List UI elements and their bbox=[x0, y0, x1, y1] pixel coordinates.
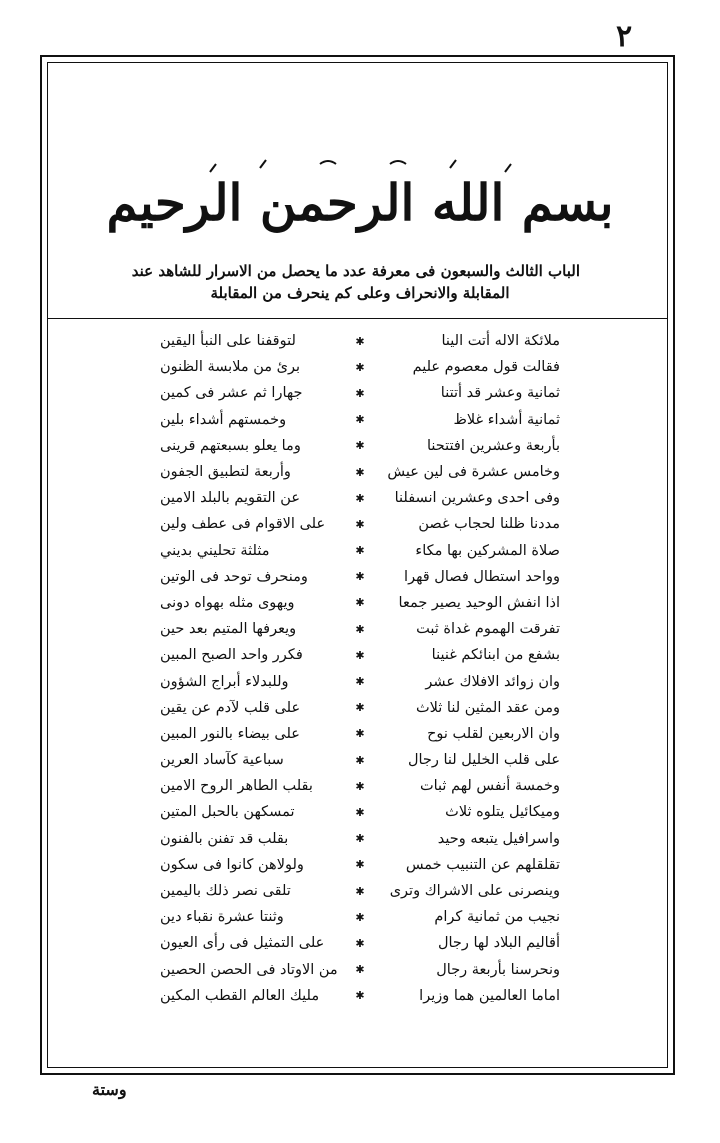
verse-separator-star: ✱ bbox=[355, 989, 365, 1003]
verse-second-hemistich: وخمستهم أشداء بلين bbox=[160, 411, 287, 428]
verse-line bbox=[160, 773, 560, 799]
horizontal-rule bbox=[48, 318, 668, 319]
verse-separator-star: ✱ bbox=[355, 753, 365, 767]
verse-separator-star: ✱ bbox=[355, 334, 365, 348]
verse-first-hemistich: مددنا ظلنا لحجاب غصن bbox=[418, 516, 560, 533]
verse-separator-star: ✱ bbox=[355, 622, 365, 636]
verse-line bbox=[160, 380, 560, 406]
poem bbox=[160, 328, 560, 1068]
verse-separator-star: ✱ bbox=[355, 439, 365, 453]
verse-first-hemistich: وخامس عشرة فى لين عيش bbox=[387, 464, 560, 481]
verse-line bbox=[160, 564, 560, 590]
verse-second-hemistich: ويعرفها المتيم بعد حين bbox=[160, 621, 297, 638]
verse-line bbox=[160, 826, 560, 852]
verse-second-hemistich: وما يعلو بسبعتهم قرينى bbox=[160, 437, 301, 454]
verse-first-hemistich: اذا انفش الوحيد يصير جمعا bbox=[398, 594, 560, 611]
verse-line bbox=[160, 407, 560, 433]
verse-second-hemistich: ولولاهن كانوا فى سكون bbox=[160, 856, 304, 873]
verse-second-hemistich: بقلب قد تفنن بالفنون bbox=[160, 830, 289, 847]
verse-first-hemistich: وان الاربعين لقلب نوح bbox=[427, 725, 560, 742]
verse-separator-star: ✱ bbox=[355, 386, 365, 400]
verse-second-hemistich: تلقى نصر ذلك باليمين bbox=[160, 883, 291, 900]
verse-separator-star: ✱ bbox=[355, 491, 365, 505]
verse-first-hemistich: ملائكة الاله أتت الينا bbox=[441, 333, 560, 350]
verse-line bbox=[160, 511, 560, 537]
chapter-heading-line-2: المقابلة والانحراف وعلى كم ينحرف من المقابلة bbox=[210, 284, 510, 302]
verse-separator-star: ✱ bbox=[355, 413, 365, 427]
verse-separator-star: ✱ bbox=[355, 596, 365, 610]
verse-separator-star: ✱ bbox=[355, 727, 365, 741]
verse-first-hemistich: ثمانية وعشر قد أتتنا bbox=[440, 385, 560, 402]
verse-second-hemistich: وأربعة لتطبيق الجفون bbox=[160, 464, 291, 481]
verse-second-hemistich: لتوقفنا على النبأ اليقين bbox=[160, 333, 296, 350]
verse-second-hemistich: تمسكهن بالحبل المتين bbox=[160, 804, 295, 821]
verse-separator-star: ✱ bbox=[355, 675, 365, 689]
verse-second-hemistich: ومنحرف توحد فى الوتين bbox=[160, 568, 308, 585]
verse-first-hemistich: وميكائيل يتلوه ثلاث bbox=[445, 804, 560, 821]
verse-first-hemistich: نجيب من ثمانية كرام bbox=[434, 909, 560, 926]
verse-line bbox=[160, 642, 560, 668]
verse-separator-star: ✱ bbox=[355, 465, 365, 479]
verse-first-hemistich: تقلقلهم عن التنبيب خمس bbox=[405, 856, 560, 873]
verse-second-hemistich: بقلب الطاهر الروح الامين bbox=[160, 778, 313, 795]
verse-separator-star: ✱ bbox=[355, 805, 365, 819]
verse-line bbox=[160, 433, 560, 459]
verse-line bbox=[160, 747, 560, 773]
verse-second-hemistich: سباعية كآساد العرين bbox=[160, 752, 284, 769]
verse-second-hemistich: عن التقويم بالبلد الامين bbox=[160, 490, 300, 507]
verse-first-hemistich: وان زوائد الافلاك عشر bbox=[425, 673, 560, 690]
verse-first-hemistich: وواحد استطال فصال قهرا bbox=[404, 568, 560, 585]
verse-line bbox=[160, 721, 560, 747]
verse-separator-star: ✱ bbox=[355, 360, 365, 374]
verse-separator-star: ✱ bbox=[355, 858, 365, 872]
verse-first-hemistich: ومن عقد المثين لنا ثلاث bbox=[415, 699, 560, 716]
verse-second-hemistich: على قلب لآدم عن يقين bbox=[160, 699, 301, 716]
verse-second-hemistich: مثلثة تحليني بديني bbox=[160, 542, 270, 559]
verse-first-hemistich: اماما العالمين هما وزيرا bbox=[419, 987, 560, 1004]
chapter-heading-line-1: الباب الثالث والسبعون فى معرفة عدد ما يحصل من الاسرار للشاهد عند bbox=[131, 262, 580, 280]
verse-separator-star: ✱ bbox=[355, 701, 365, 715]
verse-line bbox=[160, 957, 560, 983]
verse-separator-star: ✱ bbox=[355, 832, 365, 846]
verse-first-hemistich: ونحرسنا بأربعة رجال bbox=[436, 961, 560, 978]
verse-separator-star: ✱ bbox=[355, 544, 365, 558]
verse-separator-star: ✱ bbox=[355, 517, 365, 531]
verse-second-hemistich: على التمثيل فى رأى العيون bbox=[160, 935, 325, 952]
verse-first-hemistich: وفى احدى وعشرين انسفلنا bbox=[394, 490, 560, 507]
verse-line bbox=[160, 459, 560, 485]
verse-line bbox=[160, 878, 560, 904]
verse-second-hemistich: وللبدلاء أبراج الشؤون bbox=[160, 673, 289, 690]
verse-line bbox=[160, 485, 560, 511]
verse-first-hemistich: واسرافيل يتبعه وحيد bbox=[437, 830, 560, 847]
verse-separator-star: ✱ bbox=[355, 936, 365, 950]
verse-second-hemistich: برئ من ملابسة الظنون bbox=[160, 359, 301, 376]
basmala-calligraphy bbox=[106, 150, 614, 250]
verse-second-hemistich: من الاوتاد فى الحصن الحصين bbox=[160, 961, 338, 978]
verse-line bbox=[160, 668, 560, 694]
verse-line bbox=[160, 616, 560, 642]
verse-separator-star: ✱ bbox=[355, 910, 365, 924]
verse-first-hemistich: وينصرنى على الاشراك وترى bbox=[389, 883, 560, 900]
verse-line bbox=[160, 590, 560, 616]
verse-line bbox=[160, 930, 560, 956]
verse-separator-star: ✱ bbox=[355, 963, 365, 977]
verse-line bbox=[160, 852, 560, 878]
verse-line bbox=[160, 695, 560, 721]
verse-second-hemistich: على الاقوام فى عطف ولين bbox=[160, 516, 326, 533]
verse-line bbox=[160, 799, 560, 825]
verse-second-hemistich: جهارا ثم عشر فى كمين bbox=[160, 385, 303, 402]
verse-second-hemistich: فكرر واحد الصبح المبين bbox=[160, 647, 303, 664]
verse-line bbox=[160, 904, 560, 930]
catchword: وستة bbox=[92, 1080, 127, 1099]
verse-first-hemistich: بشفع من ابنائكم غنينا bbox=[431, 647, 560, 664]
verse-separator-star: ✱ bbox=[355, 570, 365, 584]
chapter-heading bbox=[131, 260, 580, 304]
verse-separator-star: ✱ bbox=[355, 648, 365, 662]
verse-line bbox=[160, 983, 560, 1009]
verse-second-hemistich: مليك العالم القطب المكين bbox=[160, 987, 320, 1004]
verse-separator-star: ✱ bbox=[355, 884, 365, 898]
verse-first-hemistich: تفرقت الهموم غداة ثبت bbox=[416, 621, 560, 638]
verse-line bbox=[160, 538, 560, 564]
verse-second-hemistich: على بيضاء بالنور المبين bbox=[160, 725, 300, 742]
page-number: ٢ bbox=[616, 19, 633, 54]
verse-first-hemistich: بأربعة وعشرين افتتحنا bbox=[426, 437, 560, 454]
verse-second-hemistich: وثنتا عشرة نقباء دين bbox=[160, 909, 284, 926]
verse-line bbox=[160, 354, 560, 380]
verse-first-hemistich: أقاليم البلاد لها رجال bbox=[437, 935, 560, 952]
verse-first-hemistich: فقالت قول معصوم عليم bbox=[412, 359, 560, 376]
verse-second-hemistich: ويهوى مثله بهواه دونى bbox=[160, 594, 295, 611]
basmala-text: بسم الله الرحمن الرحيم bbox=[106, 173, 614, 232]
verse-first-hemistich: وخمسة أنفس لهم ثبات bbox=[419, 778, 560, 795]
verse-separator-star: ✱ bbox=[355, 779, 365, 793]
verse-first-hemistich: على قلب الخليل لنا رجال bbox=[407, 752, 560, 769]
verse-line bbox=[160, 328, 560, 354]
verse-first-hemistich: صلاة المشركين بها مكاء bbox=[415, 542, 560, 559]
basmala-ornaments bbox=[210, 160, 511, 172]
verse-first-hemistich: ثمانية أشداء غلاظ bbox=[453, 411, 560, 428]
